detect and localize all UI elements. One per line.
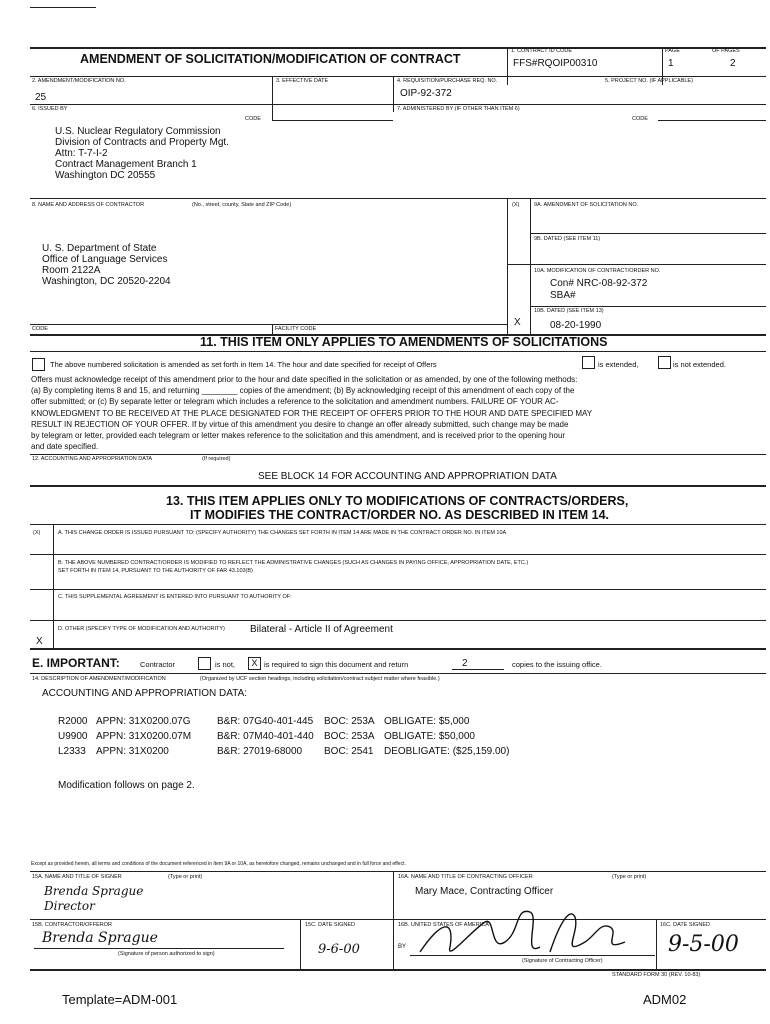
rule xyxy=(30,554,766,555)
row-appn: APPN: 31X0200 xyxy=(96,746,169,757)
contract-id-label: 1. CONTRACT ID CODE xyxy=(511,48,573,54)
is-required-label: is required to sign this document and return xyxy=(264,660,409,669)
item-10b-label: 10B. DATED (SEE ITEM 13) xyxy=(534,308,604,314)
item-12-sublabel: (If required) xyxy=(202,456,231,462)
item-16b-by: BY xyxy=(398,944,407,950)
divider xyxy=(656,919,657,969)
row-boc: BOC: 253A xyxy=(324,716,375,727)
divider xyxy=(53,524,54,648)
contractor-line: U. S. Department of State xyxy=(42,243,157,254)
item-15b-note: (Signature of person authorized to sign) xyxy=(118,951,215,957)
rule xyxy=(30,351,766,352)
item-9b-label: 9B. DATED (SEE ITEM 11) xyxy=(534,236,601,242)
amend-value: 25 xyxy=(35,92,47,103)
item-16a-label: 16A. NAME AND TITLE OF CONTRACTING OFFICER xyxy=(398,874,533,880)
item-10a-label: 10A. MODIFICATION OF CONTRACT/ORDER NO. xyxy=(534,268,661,274)
issued-line: Washington DC 20555 xyxy=(55,170,156,181)
issued-line: Contract Management Branch 1 xyxy=(55,159,197,170)
copies-value: 2 xyxy=(462,658,468,669)
item-11-title: 11. THIS ITEM ONLY APPLIES TO AMENDMENTS OF SOLICITATIONS xyxy=(200,335,608,349)
important-label: E. IMPORTANT: xyxy=(32,656,120,670)
row-boc: BOC: 2541 xyxy=(324,746,374,757)
item-11-body: Offers must acknowledge receipt of this amendment prior to the hour and date specified in the solicitation or as amended, by one of the following methods: (a) By completing items 8 and 15, and returning ________ copies of the amendment; (b) By acknowledging receipt of this amendment of each copy of the offer submitted; or (c) By separate letter or telegram which includes a reference to the solicitation and amendment numbers. FAILURE OF YOUR AC- KNOWLEDGMENT TO BE RECEIVED AT THE PLACE DESIGNATED FOR THE RECEIPT OF OFFERS PRIOR TO THE HOUR AND DATE SPECIFIED MAY RESULT IN REJECTION OF YOUR OFFER. If by virtue of this amendment you desire to change an offer already submitted, such change may be made by telegram or letter, provided each telegram or letter makes reference to the solicitation and this amendment, and is received prior to the opening hour and date specified. xyxy=(31,375,593,452)
item-15a-name: Brenda Sprague xyxy=(44,884,144,898)
is-extended-checkbox[interactable] xyxy=(582,356,595,369)
row-code: U9900 xyxy=(58,731,88,742)
item-13c-text: C. THIS SUPPLEMENTAL AGREEMENT IS ENTERED INTO PURSUANT TO AUTHORITY OF: xyxy=(58,594,292,600)
item-14-sublabel: (Organized by UCF section headings, including solicitation/contract subject matter where feasible.) xyxy=(200,676,440,682)
item-16a-type: (Type or print) xyxy=(612,874,647,880)
item-16c-label: 16C. DATE SIGNED xyxy=(660,922,711,928)
item-13d-value: Bilateral - Article II of Agreement xyxy=(250,624,393,635)
contract-number: Con# NRC-08-92-372 xyxy=(550,278,648,289)
divider xyxy=(507,47,508,85)
rule xyxy=(30,104,766,105)
copies-tail: copies to the issuing office. xyxy=(512,660,602,669)
is-required-checkbox[interactable]: X xyxy=(248,657,261,670)
rule xyxy=(658,120,766,121)
accounting-row xyxy=(58,731,475,742)
administered-by-label: 7. ADMINISTERED BY (IF OTHER THAN ITEM 6) xyxy=(397,106,520,112)
rule xyxy=(507,264,766,265)
row-obligate: DEOBLIGATE: ($25,159.00) xyxy=(384,746,510,757)
footer-code: ADM02 xyxy=(643,992,687,1007)
item-11-line1: The above numbered solicitation is amended as set forth in Item 14. The hour and date specified for receipt of Offers xyxy=(50,360,437,369)
item-15c-date: 9-6-00 xyxy=(318,942,360,957)
is-not-label: is not, xyxy=(215,660,236,669)
item-10b-date: 08-20-1990 xyxy=(550,320,602,331)
rule xyxy=(30,871,766,872)
rule xyxy=(30,648,766,650)
is-not-extended-label: is not extended. xyxy=(673,360,726,369)
divider xyxy=(393,871,394,969)
accounting-row xyxy=(58,716,469,727)
contractor-address xyxy=(42,243,171,287)
row-br: B&R: 07G40-401-445 xyxy=(217,716,314,727)
issued-by-label: 6. ISSUED BY xyxy=(32,106,68,112)
rule xyxy=(530,233,766,234)
accounting-row xyxy=(58,746,509,757)
item-13d-label: D. OTHER (SPECIFY TYPE OF MODIFICATION AND AUTHORITY) xyxy=(58,626,225,632)
row-appn: APPN: 31X0200.07G xyxy=(96,716,191,727)
rule xyxy=(452,669,504,670)
rule xyxy=(30,76,766,77)
row-boc: BOC: 253A xyxy=(324,731,375,742)
divider xyxy=(272,324,273,334)
rule xyxy=(30,485,766,487)
contractor-line: Office of Language Services xyxy=(42,254,168,265)
row-code: L2333 xyxy=(58,746,86,757)
scan-mark xyxy=(30,7,96,8)
of-pages-label: OF PAGES xyxy=(712,48,740,54)
project-label: 5. PROJECT NO. (IF APPLICABLE) xyxy=(605,78,693,84)
effective-date-label: 3. EFFECTIVE DATE xyxy=(276,78,329,84)
form-title: AMENDMENT OF SOLICITATION/MODIFICATION OF CONTRACT xyxy=(80,52,461,66)
amend-label: 2. AMENDMENT/MODIFICATION NO. xyxy=(32,78,126,84)
rule xyxy=(30,198,766,199)
footer-template: Template=ADM-001 xyxy=(62,992,178,1007)
contractor-code-label: CODE xyxy=(32,326,48,332)
item-13-title-2: IT MODIFIES THE CONTRACT/ORDER NO. AS DESCRIBED IN ITEM 14. xyxy=(190,508,610,522)
contractor-line: Room 2122A xyxy=(42,265,101,276)
requisition-label: 4. REQUISITION/PURCHASE REQ. NO. xyxy=(397,78,498,84)
admin-code-label: CODE xyxy=(632,116,648,122)
requisition-value: OIP-92-372 xyxy=(400,88,452,99)
item-15c-label: 15C. DATE SIGNED xyxy=(305,922,356,928)
rule xyxy=(410,955,655,956)
item-11-checkbox[interactable] xyxy=(32,358,45,371)
is-extended-label: is extended, xyxy=(598,360,639,369)
item-12-label: 12. ACCOUNTING AND APPROPRIATION DATA xyxy=(32,456,153,462)
item-13b-text-2: SET FORTH IN ITEM 14, PURSUANT TO THE AUTHORITY OF FAR 43.103(B) xyxy=(58,568,253,574)
item-16b-label: 16B. UNITED STATES OF AMERICA xyxy=(398,922,489,928)
contractor-line: Washington, DC 20520-2204 xyxy=(42,276,171,287)
rule xyxy=(30,324,507,325)
row-obligate: OBLIGATE: $5,000 xyxy=(384,716,470,727)
page-label: PAGE xyxy=(665,48,680,54)
rule xyxy=(30,673,766,674)
item-13-title-1: 13. THIS ITEM APPLIES ONLY TO MODIFICATIONS OF CONTRACTS/ORDERS, xyxy=(166,494,629,508)
issued-line: Attn: T-7-I-2 xyxy=(55,148,108,159)
item-15a-title: Director xyxy=(44,899,95,913)
of-pages-value: 2 xyxy=(730,58,736,69)
is-not-checkbox[interactable] xyxy=(198,657,211,670)
item-14-label: 14. DESCRIPTION OF AMENDMENT/MODIFICATION xyxy=(32,676,166,682)
issued-line: U.S. Nuclear Regulatory Commission xyxy=(55,126,221,137)
item-9a-label: 9A. AMENDMENT OF SOLICITATION NO. xyxy=(534,202,639,208)
item-15b-label: 15B. CONTRACTOR/OFFEROR xyxy=(32,922,112,928)
rule xyxy=(34,948,284,949)
rule xyxy=(30,454,766,455)
row-br: B&R: 27019-68000 xyxy=(217,746,303,757)
item-16a-name: Mary Mace, Contracting Officer xyxy=(415,886,554,897)
standard-form-label: STANDARD FORM 30 (REV. 10-83) xyxy=(612,972,701,978)
divider xyxy=(300,919,301,969)
except-clause: Except as provided herein, all terms and conditions of the document referenced in Item 9A or 10A, as heretofore changed, remains unchanged and in full force and effect. xyxy=(31,861,406,867)
is-not-extended-checkbox[interactable] xyxy=(658,356,671,369)
item-10b-x: X xyxy=(514,317,521,328)
item-13d-x: X xyxy=(36,636,43,647)
rule xyxy=(30,524,766,525)
divider xyxy=(272,104,273,120)
item-13-x-label: (X) xyxy=(33,530,41,536)
row-appn: APPN: 31X0200.07M xyxy=(96,731,192,742)
contract-id-value: FFS#RQOIP00310 xyxy=(513,58,598,69)
divider xyxy=(530,198,531,334)
rule xyxy=(30,969,766,971)
issued-line: Division of Contracts and Property Mgt. xyxy=(55,137,229,148)
item-13b-text: B. THE ABOVE NUMBERED CONTRACT/ORDER IS MODIFIED TO REFLECT THE ADMINISTRATIVE CHANGES (SUCH AS CHANGES IN PAYING OFFICE, APPROPRIATION DATE, ETC.) xyxy=(58,560,529,566)
row-code: R2000 xyxy=(58,716,88,727)
rule xyxy=(30,589,766,590)
contractor-label: 8. NAME AND ADDRESS OF CONTRACTOR xyxy=(32,202,145,208)
rule xyxy=(272,120,393,121)
rule xyxy=(530,306,766,307)
contractor-sublabel: (No., street, county, State and ZIP Code) xyxy=(192,202,292,208)
issued-code-label: CODE xyxy=(245,116,261,122)
important-contractor: Contractor xyxy=(140,660,176,669)
row-obligate: OBLIGATE: $50,000 xyxy=(384,731,475,742)
item-16c-date: 9-5-00 xyxy=(668,932,739,957)
item-15a-type: (Type or print) xyxy=(168,874,203,880)
divider xyxy=(507,198,508,334)
divider xyxy=(393,76,394,112)
item-13a-text: A. THIS CHANGE ORDER IS ISSUED PURSUANT TO: (SPECIFY AUTHORITY) THE CHANGES SET FORTH IN ITEM 14 ARE MADE IN THE CONTRACT ORDER NO. IN ITEM 10A xyxy=(58,530,507,536)
sba-number: SBA# xyxy=(550,290,576,301)
row-br: B&R: 07M40-401-440 xyxy=(217,731,314,742)
x-column-label: (X) xyxy=(512,202,520,208)
item-15b-signature: Brenda Sprague xyxy=(42,930,158,946)
item-15a-label: 15A. NAME AND TITLE OF SIGNER xyxy=(32,874,122,880)
issued-address xyxy=(55,126,229,181)
rule xyxy=(30,620,766,621)
form-top-border xyxy=(30,47,766,49)
item-14-follows: Modification follows on page 2. xyxy=(58,780,195,791)
item-14-heading: ACCOUNTING AND APPROPRIATION DATA: xyxy=(42,688,248,699)
facility-code-label: FACILITY CODE xyxy=(275,326,317,332)
page-value: 1 xyxy=(668,58,674,69)
item-12-value: SEE BLOCK 14 FOR ACCOUNTING AND APPROPRIATION DATA xyxy=(258,471,557,482)
item-16b-note: (Signature of Contracting Officer) xyxy=(522,958,603,964)
